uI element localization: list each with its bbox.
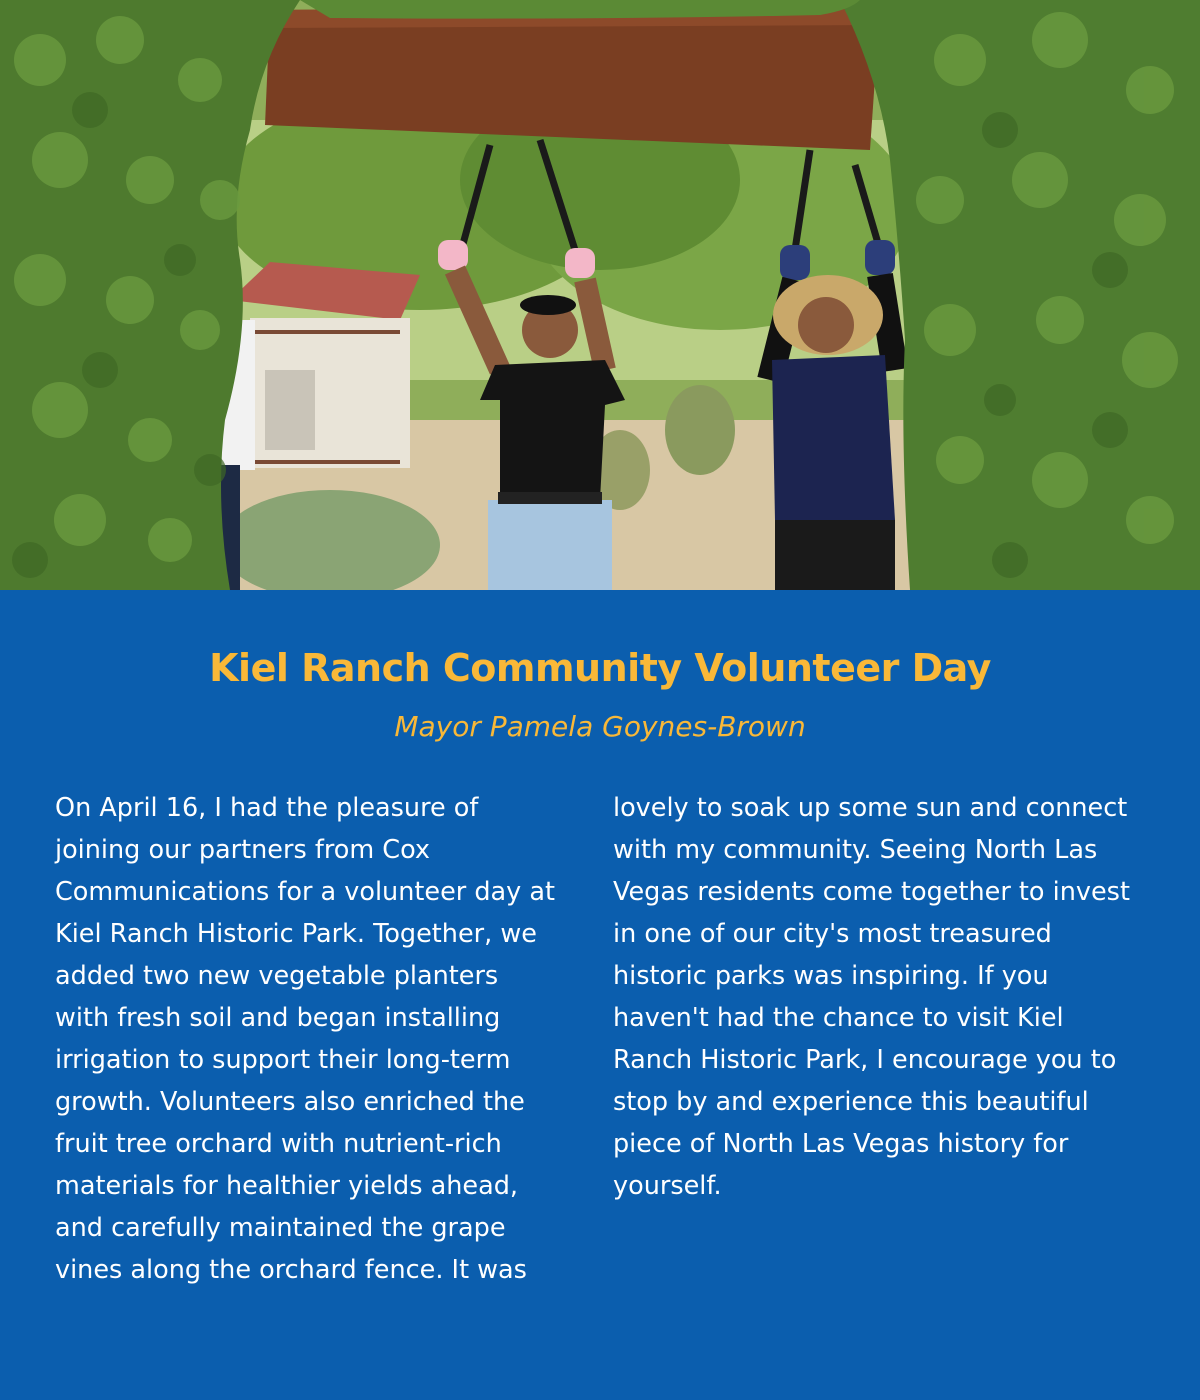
body-line: historic parks was inspiring. If you — [613, 961, 1049, 991]
body-line: Communications for a volunteer day at — [55, 877, 555, 907]
body-line: and carefully maintained the grape — [55, 1213, 506, 1243]
body-line: piece of North Las Vegas history for — [613, 1129, 1069, 1159]
article-byline: Mayor Pamela Goynes-Brown — [394, 710, 806, 743]
body-line: haven't had the chance to visit Kiel — [613, 1003, 1064, 1033]
body-line: yourself. — [613, 1171, 722, 1201]
body-line: in one of our city's most treasured — [613, 919, 1052, 949]
body-line: with fresh soil and began installing — [55, 1003, 501, 1033]
body-line: with my community. Seeing North Las — [613, 835, 1098, 865]
body-line: added two new vegetable planters — [55, 961, 499, 991]
article-section — [0, 590, 1200, 1400]
body-line: joining our partners from Cox — [55, 835, 431, 865]
article-column-right — [613, 787, 1143, 1207]
body-line: vines along the orchard fence. It was — [55, 1255, 527, 1285]
body-line: materials for healthier yields ahead, — [55, 1171, 518, 1201]
article-column-left — [55, 787, 585, 1291]
body-line: Ranch Historic Park, I encourage you to — [613, 1045, 1117, 1075]
body-line: irrigation to support their long-term — [55, 1045, 511, 1075]
body-line: stop by and experience this beautiful — [613, 1087, 1089, 1117]
body-line: Kiel Ranch Historic Park. Together, we — [55, 919, 537, 949]
body-line: fruit tree orchard with nutrient-rich — [55, 1129, 502, 1159]
body-line: On April 16, I had the pleasure of — [55, 793, 479, 823]
volunteer-photo — [0, 0, 1200, 590]
body-line: growth. Volunteers also enriched the — [55, 1087, 525, 1117]
body-line: Vegas residents come together to invest — [613, 877, 1130, 907]
article-title: Kiel Ranch Community Volunteer Day — [209, 646, 991, 690]
body-line: lovely to soak up some sun and connect — [613, 793, 1128, 823]
